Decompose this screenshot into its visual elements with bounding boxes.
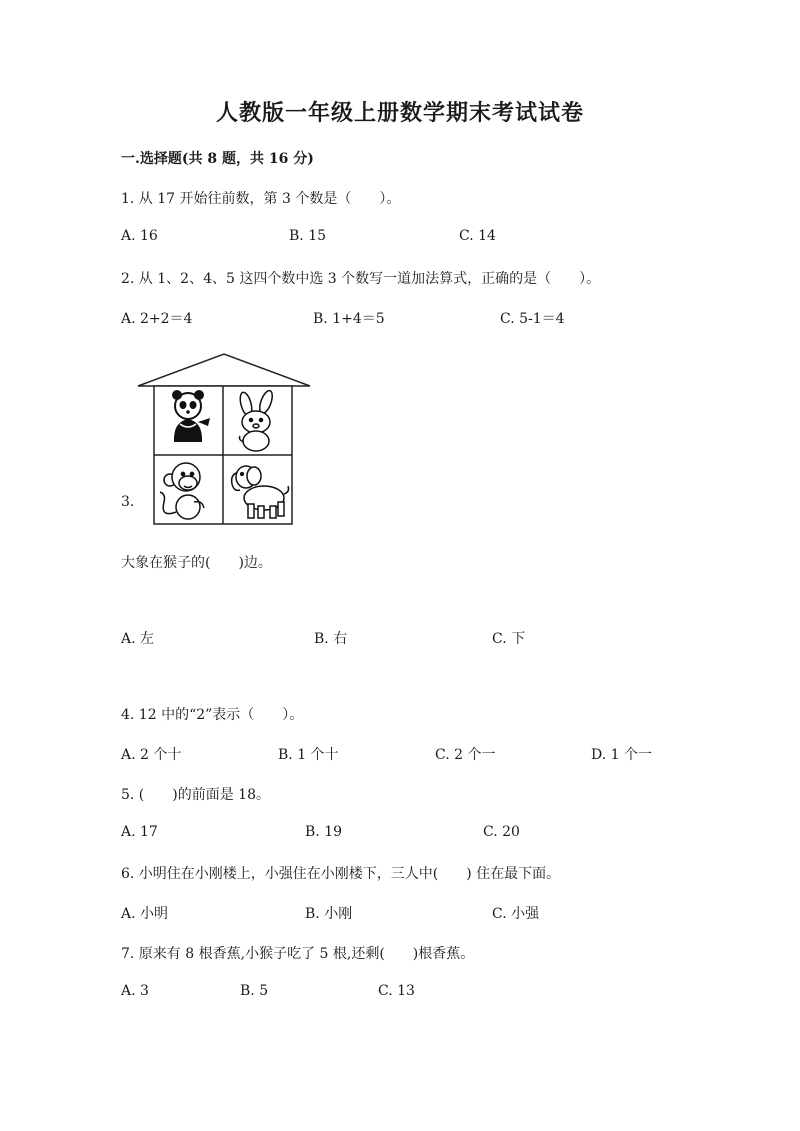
question-7-option-b[interactable]: B. 5 (240, 983, 269, 999)
house-animals-figure (136, 352, 312, 528)
question-2-stem: 2. 从 1、2、4、5 这四个数中选 3 个数写一道加法算式，正确的是（ ）。 (121, 271, 601, 287)
question-7-option-a[interactable]: A. 3 (121, 983, 149, 999)
question-3-option-a[interactable]: A. 左 (121, 631, 155, 647)
question-3-stem: 大象在猴子的( )边。 (121, 555, 272, 571)
section-heading: 一.选择题(共 8 题，共 16 分) (121, 151, 314, 167)
question-7-stem: 7. 原来有 8 根香蕉,小猴子吃了 5 根,还剩( )根香蕉。 (121, 946, 475, 962)
question-7-option-c[interactable]: C. 13 (378, 983, 415, 999)
question-1-option-c[interactable]: C. 14 (459, 228, 496, 244)
question-4-option-d[interactable]: D. 1 个一 (591, 747, 652, 763)
question-1-stem: 1. 从 17 开始往前数，第 3 个数是（ ）。 (121, 191, 401, 207)
question-5-stem: 5. ( )的前面是 18。 (121, 787, 270, 803)
question-6-option-b[interactable]: B. 小刚 (305, 906, 353, 922)
question-5-option-b[interactable]: B. 19 (305, 824, 343, 840)
question-4-option-b[interactable]: B. 1 个十 (278, 747, 339, 763)
question-4-option-a[interactable]: A. 2 个十 (121, 747, 182, 763)
question-1-option-b[interactable]: B. 15 (289, 228, 327, 244)
question-2-option-b[interactable]: B. 1+4＝5 (313, 311, 385, 327)
question-1-option-a[interactable]: A. 16 (121, 228, 158, 244)
question-3-option-b[interactable]: B. 右 (314, 631, 348, 647)
question-4-option-c[interactable]: C. 2 个一 (435, 747, 496, 763)
question-6-option-a[interactable]: A. 小明 (121, 906, 169, 922)
question-4-stem: 4. 12 中的“2”表示（ ）。 (121, 707, 304, 723)
question-5-option-a[interactable]: A. 17 (121, 824, 158, 840)
question-3-option-c[interactable]: C. 下 (492, 631, 526, 647)
question-2-option-a[interactable]: A. 2+2＝4 (121, 311, 193, 327)
question-6-stem: 6. 小明住在小刚楼上，小强住在小刚楼下，三人中( ) 住在最下面。 (121, 866, 561, 882)
question-2-option-c[interactable]: C. 5-1＝4 (500, 311, 565, 327)
question-3-number: 3. (121, 494, 135, 510)
page-title: 人教版一年级上册数学期末考试试卷 (215, 100, 584, 126)
question-5-option-c[interactable]: C. 20 (483, 824, 520, 840)
question-6-option-c[interactable]: C. 小强 (492, 906, 540, 922)
